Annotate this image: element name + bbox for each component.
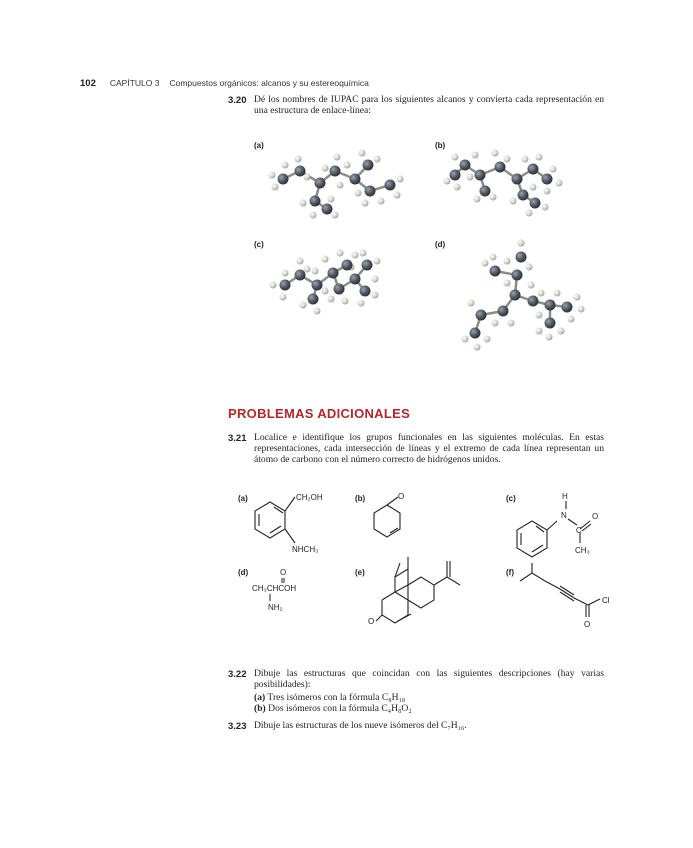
molecule-d	[462, 240, 585, 351]
e-oxygen: O	[368, 617, 375, 626]
ball-and-stick-models	[255, 135, 615, 365]
c-hydrogen: H	[562, 492, 568, 501]
molecule-a	[269, 150, 404, 219]
label-3-21-d: (d)	[238, 568, 249, 577]
item-b-text: Dos isómeros con la fórmula C₄H₈O₂	[268, 703, 412, 714]
c-nitrogen: N	[561, 511, 567, 520]
label-3-20-b: (b)	[435, 141, 446, 150]
label-3-21-f: (f)	[506, 568, 514, 577]
label-3-20-a: (a)	[254, 141, 264, 150]
b-oxygen: O	[398, 492, 405, 501]
structure-e-frame	[382, 569, 408, 600]
problem-number-3-21: 3.21	[228, 433, 247, 444]
label-3-21-a: (a)	[238, 494, 248, 503]
f-chlorine: Cl	[602, 596, 610, 605]
problem-number-3-23: 3.23	[228, 721, 247, 732]
page-header	[80, 73, 369, 91]
problem-text-3-22: Dibuje las estructuras que coincidan con las siguientes descripciones (hay varias posibilidades):	[254, 668, 604, 691]
skeletal-structures	[230, 485, 620, 635]
page-number: 102	[80, 78, 96, 89]
label-3-21-e: (e)	[355, 568, 365, 577]
problem-number-3-20: 3.20	[228, 95, 247, 106]
label-3-21-c: (c)	[506, 494, 516, 503]
structure-b-ring	[374, 505, 400, 537]
item-a-text: Tres isómeros con la fórmula C₈H₁₈	[267, 692, 406, 703]
problem-3-22-item-b	[254, 703, 412, 714]
problem-3-22-item-a	[254, 692, 405, 703]
a-nhch3: NHCH₃	[292, 545, 319, 554]
molecule-b	[444, 150, 563, 217]
problem-text-3-20: Dé los nombres de IUPAC para los siguientes alcanos y convierta cada representación en una estructura de enlace-línea:	[254, 94, 604, 117]
d-oxygen: O	[280, 568, 287, 577]
section-title: PROBLEMAS ADICIONALES	[228, 406, 411, 421]
label-3-21-b: (b)	[355, 494, 366, 503]
chapter-label: CAPÍTULO 3	[109, 78, 160, 88]
c-ch3: CH₃	[575, 546, 590, 555]
problem-number-3-22: 3.22	[228, 669, 247, 680]
chapter-title: Compuestos orgánicos: alcanos y su estereoquímica	[169, 78, 369, 88]
a-ch2oh: CH₂OH	[296, 493, 323, 502]
problem-text-3-21: Localice e identifique los grupos funcionales en las siguientes moléculas. En estas representaciones, cada intersección de líneas y el extremo de cada línea representan un átomo de carbono con el número correcto de hidrógenos unidos.	[254, 432, 604, 466]
item-b-label: (b)	[254, 703, 266, 714]
c-oxygen: O	[592, 512, 599, 521]
problem-text-3-23: Dibuje las estructuras de los nueve isómeros del C₇H₁₆.	[254, 720, 467, 731]
d-nh2: NH₂	[268, 603, 283, 612]
f-oxygen: O	[584, 620, 591, 629]
molecule-c	[270, 250, 381, 315]
item-a-label: (a)	[254, 692, 266, 703]
label-3-20-c: (c)	[254, 240, 264, 249]
label-3-20-d: (d)	[435, 240, 446, 249]
c-carbon: C	[576, 526, 582, 535]
d-main-formula: CH₃CHCOH	[252, 584, 297, 593]
